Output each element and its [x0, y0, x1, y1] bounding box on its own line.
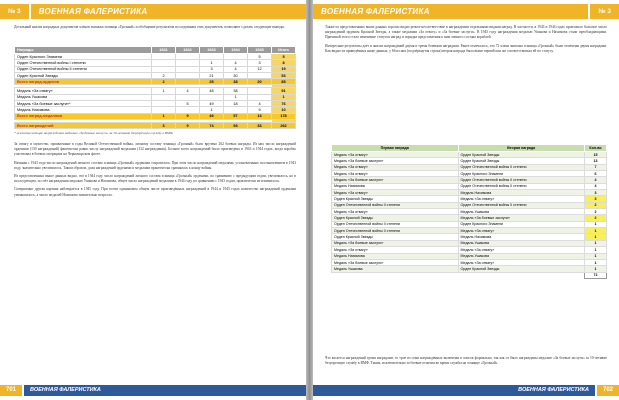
second-award: Медаль «За отвагу» — [458, 228, 585, 234]
award-count: 15 — [585, 152, 607, 158]
table-cell: 262 — [272, 122, 296, 128]
table-cell: 25 — [200, 79, 224, 85]
closing-text: Что касается награждений тремя наградами, то трое из семи награждённых включены в список формально, так как от было награждены медалью «За боевые заслуги» за 10-летнюю безупречную службу в ВМФ. Таким, исключительно за боевые отличия во время службы на эсминце «Грозный». — [325, 356, 607, 366]
award-count: 1 — [585, 259, 607, 265]
table-header: 1942 — [176, 47, 200, 54]
table-cell: 38 — [224, 79, 248, 85]
first-award: Орден Отечественной войны II степени — [332, 228, 459, 234]
second-award: Орден Красного Знамени — [458, 221, 585, 227]
first-award: Медаль «За боевые заслуги» — [332, 158, 459, 164]
summary-row — [15, 122, 296, 128]
table-cell: 57 — [224, 113, 248, 119]
table-cell: Всего наград-орденов — [15, 79, 152, 85]
left-page — [0, 0, 306, 400]
table-cell: 178 — [272, 113, 296, 119]
table-cell: Орден Красного Знамени — [15, 54, 152, 60]
first-award: Медаль «За отвагу» — [332, 164, 459, 170]
first-award: Медаль «За боевые заслуги» — [332, 259, 459, 265]
table-header: Кол-во — [585, 145, 607, 152]
first-award: Медаль «За боевые заслуги» — [332, 177, 459, 183]
table-cell: Медаль «За отвагу» — [15, 88, 152, 94]
right-page — [313, 0, 619, 400]
award-count: 2 — [585, 209, 607, 215]
table-cell: Орден Красной Звезды — [15, 72, 152, 78]
first-award: Орден Отечественной войны II степени — [332, 202, 459, 208]
double-awards-table — [331, 144, 607, 279]
award-count: 1 — [585, 253, 607, 259]
paragraph: За отвагу и мужество, проявленные в годы Великой Отечественной войны, личному составу эсминца «Грозный» было вручено 262 боевых награды. Из них число награждений орденами (130 награждений) фактически равно числу награждений медалями (132 награждения). Больше всего награждений было произведено в 1943 и 1944 годах, когда корабль участвовал в боевых операциях на Черноморском флоте. — [14, 142, 296, 157]
table-cell: Медаль Ушакова — [15, 94, 152, 100]
table-cell: 3 — [248, 60, 272, 66]
table-header: 1944 — [224, 47, 248, 54]
page-number: 701 — [0, 385, 22, 396]
table-cell: 2 — [152, 79, 176, 85]
first-award: Орден Отечественной войны II степени — [332, 221, 459, 227]
second-award: Медаль «За отвагу» — [458, 196, 585, 202]
award-count: 4 — [585, 177, 607, 183]
second-award: Орден Красной Звезды — [458, 266, 585, 272]
award-count: 4 — [585, 183, 607, 189]
table-cell: 4 — [224, 66, 248, 72]
table-cell: 1 — [224, 94, 248, 100]
intro-text: Детальный анализ наградных документов членов экипажа эсминца «Грозный» и обобщение результатов исследования этих документов, позволяют сделать следующие выводы. — [14, 25, 285, 29]
award-count: 6 — [585, 171, 607, 177]
first-award: Медаль «За отвагу» — [332, 247, 459, 253]
table-cell: 5 — [272, 54, 296, 60]
award-count: 3 — [585, 196, 607, 202]
table-cell: Всего наград-медалями — [15, 113, 152, 119]
award-count: 7 — [585, 164, 607, 170]
paragraph: Также из представленных выше данных хорошо видно резкое несоответствие в награждении отдельными видами наград. В частности, в 1943 и 1944 годах произошло большое число награждений орденом Красной Звезды, а также медалями «За отвагу» и «За боевые заслуги». В 1945 году награждения медалью Ушакова и Нахимова стали преобладающими. Причиной этого стало изменение статутов наград и порядка представления к ним личного состава кораблей. — [325, 25, 607, 40]
table-cell: 38 — [224, 88, 248, 94]
table-cell: Медаль «За боевые заслуги»* — [15, 101, 152, 107]
table-cell: 2 — [152, 72, 176, 78]
table-cell: 30 — [224, 72, 248, 78]
first-award: Медаль «За отвагу» — [332, 209, 459, 215]
award-count: 72 — [585, 272, 607, 278]
table-cell: 1 — [272, 94, 296, 100]
second-award: Орден Красного Знамени — [458, 171, 585, 177]
table-cell: 4 — [224, 60, 248, 66]
right-footer — [313, 385, 619, 396]
table-cell: 9 — [248, 107, 272, 113]
right-body-text — [325, 25, 607, 57]
paragraph: Совершенно другая картина наблюдается в 1945 году. При почти одинаковом общем числе произведённых награждений в 1944 и 1945 годах количество награждений орденами уменьшилось, а число медалей Нахимова значительно возросло. — [14, 187, 296, 197]
award-count: 1 — [585, 234, 607, 240]
award-count: 2 — [585, 202, 607, 208]
first-award: Медаль «За отвагу» — [332, 152, 459, 158]
table-cell: 21 — [200, 72, 224, 78]
table-cell: 13 — [248, 113, 272, 119]
first-award: Медаль Ушакова — [332, 266, 459, 272]
table-cell: 74 — [200, 122, 224, 128]
issue-badge: № 3 — [0, 4, 29, 19]
paragraph: Из представленных выше данных видно, что в 1944 году число награждений личного состава эсминца «Грозный» орденами, по сравнению с предыдущим годом, увеличилось, но в последующем, за счёт награждения медалью Ушакова и Нахимова, общее число награждений медалями в 1944 году по сравнению с 1943 годом, практически не изменилось. — [14, 174, 296, 184]
footer-title: ВОЕННАЯ ФАЛЕРИСТИКА — [24, 385, 306, 396]
table-header: Итого — [272, 47, 296, 54]
page-number: 702 — [597, 385, 619, 396]
award-count: 1 — [585, 240, 607, 246]
issue-badge: № 3 — [590, 4, 619, 19]
award-count: 2 — [585, 215, 607, 221]
total-row — [332, 272, 607, 278]
table-header: Вторая награда — [458, 145, 585, 152]
second-award — [458, 272, 585, 278]
second-award: Орден Отечественной войны II степени — [458, 202, 585, 208]
first-award: Медаль «За боевые заслуги» — [332, 240, 459, 246]
left-footer — [0, 385, 306, 396]
award-count: 3 — [585, 190, 607, 196]
award-count: 1 — [585, 266, 607, 272]
table-cell: 18 — [224, 101, 248, 107]
table-cell: 49 — [200, 113, 224, 119]
second-award: Медаль Нахимова — [458, 190, 585, 196]
second-award: Орден Отечественной войны II степени — [458, 183, 585, 189]
table-cell: 8 — [272, 60, 296, 66]
table-cell: 33 — [248, 122, 272, 128]
award-count: 13 — [585, 158, 607, 164]
magazine-title: ВОЕННАЯ ФАЛЕРИСТИКА — [31, 4, 306, 19]
table-cell: 53 — [272, 72, 296, 78]
table-header: 1945 — [248, 47, 272, 54]
magazine-title: ВОЕННАЯ ФАЛЕРИСТИКА — [313, 4, 588, 19]
first-award: Орден Красной Звезды — [332, 196, 459, 202]
table-header: Первая награда — [332, 145, 459, 152]
table-cell: 1 — [152, 113, 176, 119]
table-cell: 48 — [200, 88, 224, 94]
table-cell: Орден Отечественной войны II степени — [15, 66, 152, 72]
second-award: Орден Красной Звезды — [458, 152, 585, 158]
table-cell: 9 — [176, 113, 200, 119]
left-header — [0, 4, 306, 19]
table-cell: 76 — [272, 101, 296, 107]
table-cell: 4 — [176, 88, 200, 94]
table-header: 1943 — [200, 47, 224, 54]
table-cell: 9 — [176, 122, 200, 128]
table-cell: 3 — [152, 122, 176, 128]
table-cell: 1 — [152, 88, 176, 94]
table-cell: Орден Отечественной войны I степени — [15, 60, 152, 66]
first-award: Медаль «За отвагу» — [332, 171, 459, 177]
right-header — [313, 4, 619, 19]
table-cell: 5 — [176, 101, 200, 107]
second-award: Медаль Ушакова — [458, 209, 585, 215]
left-body-text — [14, 142, 296, 201]
book-gutter — [306, 0, 313, 400]
table-cell: Медаль Нахимова — [15, 107, 152, 113]
table-cell: 1 — [200, 60, 224, 66]
paragraph: Интересные результаты даёт и анализ награждений двумя и тремя боевыми наградами. Ранее отмечалось, что 72 члена экипажа эсминца «Грозный» были отмечены двумя наградами. Как видно из приведённых ниже данных, у 66 из них (подчёркнутая строка) вторая награда была выше первой или же соответствовала ей по статусу. — [325, 43, 607, 53]
table-cell: 49 — [200, 101, 224, 107]
second-award: Медаль Ушакова — [458, 240, 585, 246]
table-cell: Всего награждений — [15, 122, 152, 128]
table-cell: 10 — [272, 107, 296, 113]
table-cell: 85 — [272, 79, 296, 85]
first-award: Орден Красной Звезды — [332, 215, 459, 221]
first-award: Медаль Нахимова — [332, 183, 459, 189]
table-cell: 1 — [200, 107, 224, 113]
first-award: Орден Красной Звезды — [332, 234, 459, 240]
table-cell: 20 — [248, 79, 272, 85]
first-award — [332, 272, 459, 278]
table-cell: 12 — [248, 66, 272, 72]
second-award: Медаль «За отвагу» — [458, 259, 585, 265]
second-award: Орден Красной Звезды — [458, 158, 585, 164]
second-award: Орден Отечественной войны II степени — [458, 177, 585, 183]
footer-title: ВОЕННАЯ ФАЛЕРИСТИКА — [313, 385, 595, 396]
awards-by-year-table — [14, 46, 296, 129]
table-cell: 91 — [272, 88, 296, 94]
second-award: Медаль Ушакова — [458, 253, 585, 259]
table-cell: 19 — [272, 66, 296, 72]
table-header: 1941 — [152, 47, 176, 54]
second-award: Орден Отечественной войны II степени — [458, 164, 585, 170]
second-award: Медаль «За боевые заслуги» — [458, 215, 585, 221]
paragraph: Начиная с 1943 года число награждений личного состава эсминца «Грозный» орденами сократилось. При этом число награждений медалями, установленных постановлением в 1943 году, значительно увеличилось. Таким образом, доля награждений орденами и медалями практически сравнялась к концу войны. — [14, 160, 296, 170]
table-cell: 4 — [248, 101, 272, 107]
first-award: Медаль «За отвагу» — [332, 190, 459, 196]
table-cell: 5 — [248, 54, 272, 60]
award-count: 1 — [585, 221, 607, 227]
award-count: 1 — [585, 247, 607, 253]
table-header: Награды — [15, 47, 152, 54]
table-footnote: * исключая четыре награждения медалью «За боевые заслуги» за 10-летнюю безупречную службу в ВМФ — [14, 131, 173, 135]
table-cell: 93 — [224, 122, 248, 128]
second-award: Медаль «За отвагу» — [458, 247, 585, 253]
award-count: 1 — [585, 228, 607, 234]
table-cell: 3 — [200, 66, 224, 72]
first-award: Медаль Нахимова — [332, 253, 459, 259]
second-award: Медаль Нахимова — [458, 234, 585, 240]
